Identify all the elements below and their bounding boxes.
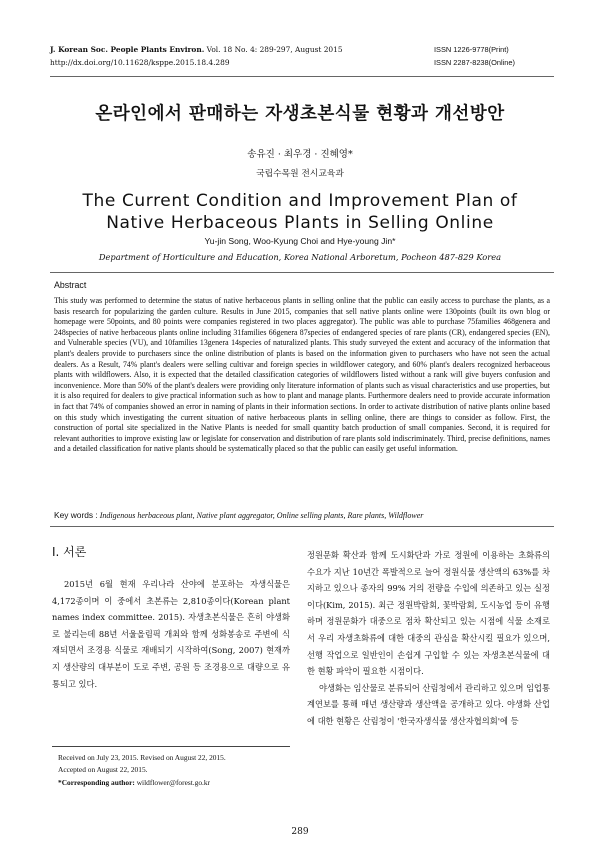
journal-header — [50, 44, 380, 69]
authors-english: Yu-jin Song, Woo-Kyung Choi and Hye-young Jin* — [204, 236, 396, 246]
affiliation-korean: 국립수목원 전시교육과 — [256, 169, 344, 179]
right-paragraph-1: 정원문화 확산과 함께 도시화단과 가로 정원에 이용하는 초화류의 수요가 지난 10년간 폭발적으로 늘어 정원식물 생산액의 63%를 차지하고 있으나 종자의 99% 거의 전량을 수입에 의존하고 있는 실정이다(Kim, 2015). 최근 정원박람회, 꽃박람회, 도시농업 등이 유행하며 정원문화가 대중으로 점차 확산되고 있는 시점에 식물 소재로서 우리 자생초화류에 대한 대중의 관심을 확산시킬 필요가 있으며, 선행 작업으로 일반인이 손쉽게 구입할 수 있는 자생초본식물에 대한 현황 파악이 필요한 시점이다. — [307, 550, 550, 677]
footnote-rule — [52, 746, 290, 747]
right-column — [307, 547, 550, 730]
footnote — [58, 752, 293, 789]
title-english-line2: Native Herbaceous Plants in Selling Online — [106, 213, 494, 233]
authors-korean: 송유진 · 최우경 · 진혜영* — [247, 149, 353, 160]
keywords-value: Indigenous herbaceous plant, Native plant aggregator, Online selling plants, Rare plants, Wildflower — [99, 511, 424, 520]
accepted-date: Accepted on August 22, 2015. — [58, 765, 148, 775]
page-number: 289 — [291, 827, 309, 837]
doi-link[interactable]: http://dx.doi.org/10.11628/ksppe.2015.18.4.289 — [50, 57, 230, 67]
corresponding-email[interactable]: wildflower@forest.go.kr — [136, 777, 211, 787]
journal-name: J. Korean Soc. People Plants Environ. — [50, 45, 205, 54]
received-date: Received on July 23, 2015. Revised on August 22, 2015. — [58, 753, 226, 762]
keywords-label: Key words : — [54, 510, 98, 520]
title-english-line1: The Current Condition and Improvement Plan of — [82, 191, 518, 211]
title-korean: 온라인에서 판매하는 자생초본식물 현황과 개선방안 — [95, 104, 505, 124]
affiliation-english: Department of Horticulture and Education, Korea National Arboretum, Pocheon 487-829 Korea — [98, 252, 502, 262]
abstract-top-rule — [50, 272, 554, 273]
intro-paragraph: 2015년 6월 현재 우리나라 산야에 분포하는 자생식물은 4,172종이며 이 중에서 초본류는 2,810종이다(Korean plant names index committee. 2015). 자생초본식물은 흔히 야생화로 불리는데 88년 서울올림픽 개최와 함께 성화봉송로 주변에 식재되면서 조경용 식물로 재배되기 시작하여(Song, 2007) 현재까지 생산량의 대부분이 도로 주변, 공원 등 조경용으로 대량으로 유통되고 있다. — [52, 579, 290, 689]
issn-print: ISSN 1226-9778(Print) — [434, 45, 509, 54]
keywords — [54, 510, 550, 520]
right-paragraph-2: 야생화는 임산물로 분류되어 산림청에서 관리하고 있으며 임업통계연보를 통해 매년 생산량과 생산액을 공개하고 있다. 야생화 산업에 대한 현황은 산림청이 '한국자생식물 생산자협의회'에 등 — [307, 682, 550, 726]
abstract-heading: Abstract — [54, 280, 87, 290]
title-english — [40, 190, 560, 234]
journal-volume: Vol. 18 No. 4: 289-297, August 2015 — [206, 45, 343, 54]
abstract-bottom-rule — [50, 526, 554, 527]
left-column — [52, 576, 290, 692]
abstract-body: This study was performed to determine the status of native herbaceous plants in selling online that the public can easily access to purchase the plants, as a basis research for popularizing the garden culture. Results in June 2015, companies that sell native plants online were 130points (built its own blog or homepage were 50points, and 80 points were companies registered in two places aggregator). The public was able to purchase 75families 468genera and 248species of native herbaceous plants online including 31families 66genera 87species of endangered species of rare plants (CR), endangered species (EN), and Vulnerable species (VU), and 10families 13genera 14species of naturalized plants. This study surveyed the extent and accuracy of the information that plant's dealers provide to purchasers since the online distribution of plants is based on the information given to purchasers who have not seen the actual dealers. As a Result, 74% plant's dealers were selling cultivar and foreign species in wildflower category, and 60% plant's dealers recognized herbaceous plants with wildflowers. Also, it is expected that the detailed classification categories of wildflowers listed without a rank will give buyers confusion and inconvenience. More than 50% of the plant's dealers were providing only literature information of plants such as visual characteristics and use properties, but it is also required for dealers to give practical information such as how to plant and manage plants. Furthermore dealers need to provide accurate information in fact that 74% of companies showed an error in naming of plants in their information sections. In order to activate distribution of native plants online based on this study which investigating the current situation of native herbaceous plants in selling online, there are things to consider as follow. First, the construction of portal site specialized in the Native Plants is needed for small quantity batch production of small companies. Second, it is required for relevant authorities to improve existing law or legislate for conservation and distribution of rare plants sold indiscriminately. Third, precise definitions, names and a detailed classification for native plants should be systematically placed so that the public can easily get useful information. — [54, 296, 550, 454]
corresponding-author — [58, 777, 293, 789]
section-heading: Ⅰ. 서론 — [52, 545, 87, 559]
issn-block — [434, 44, 554, 69]
header-rule — [50, 76, 554, 77]
issn-online: ISSN 2287-8238(Online) — [434, 57, 515, 67]
corresponding-label: *Corresponding author: — [58, 777, 135, 787]
